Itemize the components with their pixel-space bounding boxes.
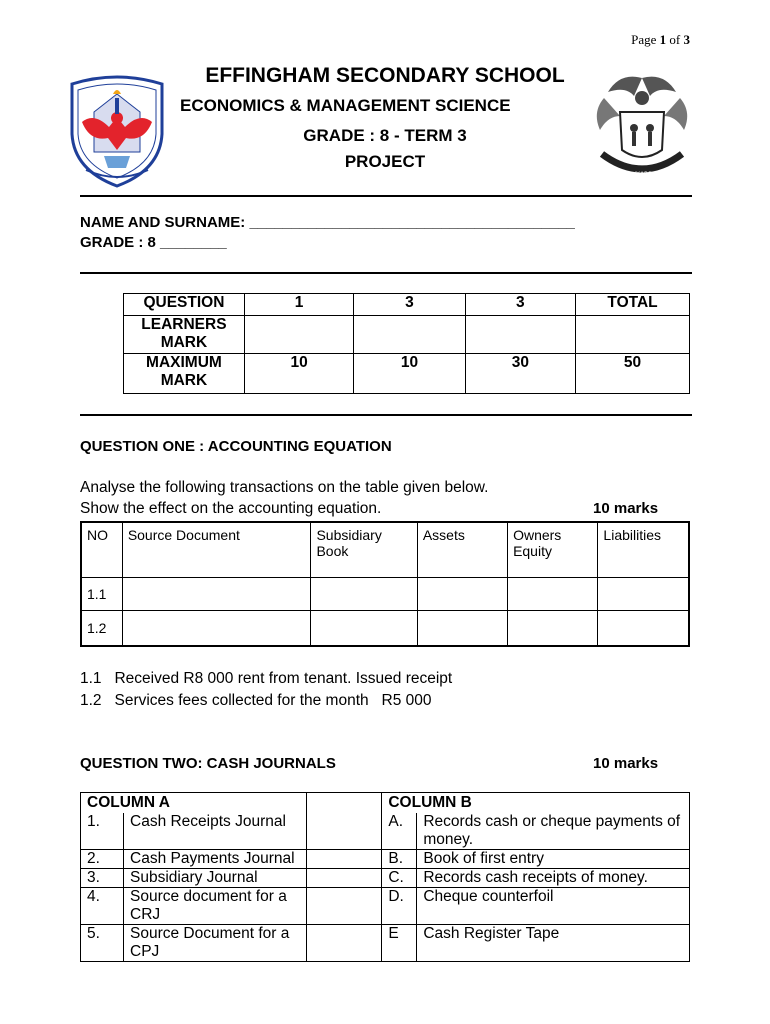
maximum-mark-total: 50 xyxy=(576,354,690,394)
cash-journals-match-table xyxy=(80,792,690,962)
col-a-item: Source Document for a CPJ xyxy=(124,925,307,962)
project-title: PROJECT xyxy=(344,152,426,171)
grade-term-title: GRADE : 8 - TERM 3 xyxy=(303,126,467,145)
answer-cell[interactable] xyxy=(307,869,382,888)
answer-cell[interactable] xyxy=(508,610,598,646)
col-a-item: Cash Receipts Journal xyxy=(124,813,307,850)
learners-mark-total[interactable] xyxy=(576,316,690,354)
marks-header-q3: 3 xyxy=(465,294,575,316)
col-a-item: Cash Payments Journal xyxy=(124,850,307,869)
col-b-letter: D. xyxy=(382,888,417,925)
column-header-owners-equity: Owners Equity xyxy=(508,522,598,577)
maximum-mark-label: MAXIMUM MARK xyxy=(124,354,245,394)
maximum-mark-q3: 30 xyxy=(465,354,575,394)
column-header-source-document: Source Document xyxy=(122,522,311,577)
col-b-letter: E xyxy=(382,925,417,962)
row-number: 1.2 xyxy=(81,610,122,646)
marks-header-total: TOTAL xyxy=(576,294,690,316)
column-b-header: COLUMN B xyxy=(382,793,690,814)
transaction-item: 1.2 Services fees collected for the month R5 000 xyxy=(80,692,432,709)
answer-cell[interactable] xyxy=(307,793,382,814)
school-title: EFFINGHAM SECONDARY SCHOOL xyxy=(205,64,565,87)
divider xyxy=(80,414,692,416)
answer-cell[interactable] xyxy=(598,577,689,610)
marks-header-question: QUESTION xyxy=(124,294,245,316)
col-a-number: 3. xyxy=(81,869,124,888)
answer-cell[interactable] xyxy=(508,577,598,610)
col-a-number: 2. xyxy=(81,850,124,869)
col-a-number: 5. xyxy=(81,925,124,962)
col-b-item: Cheque counterfoil xyxy=(417,888,690,925)
answer-cell[interactable] xyxy=(417,577,507,610)
marks-header-q1: 1 xyxy=(244,294,353,316)
col-b-letter: B. xyxy=(382,850,417,869)
answer-cell[interactable] xyxy=(311,577,417,610)
col-b-item: Cash Register Tape xyxy=(417,925,690,962)
answer-cell[interactable] xyxy=(307,925,382,962)
col-b-letter: C. xyxy=(382,869,417,888)
divider xyxy=(80,195,692,197)
row-number: 1.1 xyxy=(81,577,122,610)
column-header-assets: Assets xyxy=(417,522,507,577)
accounting-equation-table xyxy=(80,521,690,647)
question-two-marks: 10 marks xyxy=(593,755,659,772)
col-a-number: 4. xyxy=(81,888,124,925)
answer-cell[interactable] xyxy=(307,850,382,869)
col-a-number: 1. xyxy=(81,813,124,850)
learners-mark-q3[interactable] xyxy=(465,316,575,354)
divider xyxy=(80,272,692,274)
answer-cell[interactable] xyxy=(122,610,311,646)
question-one-instruction: Show the effect on the accounting equation. xyxy=(80,500,382,517)
answer-cell[interactable] xyxy=(417,610,507,646)
answer-cell[interactable] xyxy=(311,610,417,646)
col-b-item: Book of first entry xyxy=(417,850,690,869)
marks-header-q2: 3 xyxy=(354,294,465,316)
column-header-subsidiary-book: Subsidiary Book xyxy=(311,522,417,577)
grade-field[interactable]: GRADE : 8 ________ xyxy=(80,234,227,251)
transaction-item: 1.1 Received R8 000 rent from tenant. Issued receipt xyxy=(80,670,453,687)
subject-title: ECONOMICS & MANAGEMENT SCIENCE xyxy=(180,96,511,115)
col-a-item: Source document for a CRJ xyxy=(124,888,307,925)
name-surname-field[interactable]: NAME AND SURNAME: _______________________________________ xyxy=(80,214,575,231)
marks-table xyxy=(123,293,690,394)
column-header-no: NO xyxy=(81,522,122,577)
answer-cell[interactable] xyxy=(122,577,311,610)
question-one-marks: 10 marks xyxy=(593,500,659,517)
question-two-heading: QUESTION TWO: CASH JOURNALS xyxy=(80,755,336,772)
answer-cell[interactable] xyxy=(307,813,382,850)
col-a-item: Subsidiary Journal xyxy=(124,869,307,888)
emblem-motto: !KE E: /XARRA //KE xyxy=(614,171,670,178)
learners-mark-q1[interactable] xyxy=(244,316,353,354)
question-one-heading: QUESTION ONE : ACCOUNTING EQUATION xyxy=(80,438,392,455)
col-b-letter: A. xyxy=(382,813,417,850)
column-header-liabilities: Liabilities xyxy=(598,522,689,577)
maximum-mark-q1: 10 xyxy=(244,354,353,394)
page-number: Page 1 of 3 xyxy=(631,32,690,47)
maximum-mark-q2: 10 xyxy=(354,354,465,394)
answer-cell[interactable] xyxy=(598,610,689,646)
learners-mark-q2[interactable] xyxy=(354,316,465,354)
answer-cell[interactable] xyxy=(307,888,382,925)
col-b-item: Records cash receipts of money. xyxy=(417,869,690,888)
col-b-item: Records cash or cheque payments of money. xyxy=(417,813,690,850)
learners-mark-label: LEARNERS MARK xyxy=(124,316,245,354)
question-one-instruction: Analyse the following transactions on the table given below. xyxy=(80,479,489,496)
column-a-header: COLUMN A xyxy=(81,793,307,814)
